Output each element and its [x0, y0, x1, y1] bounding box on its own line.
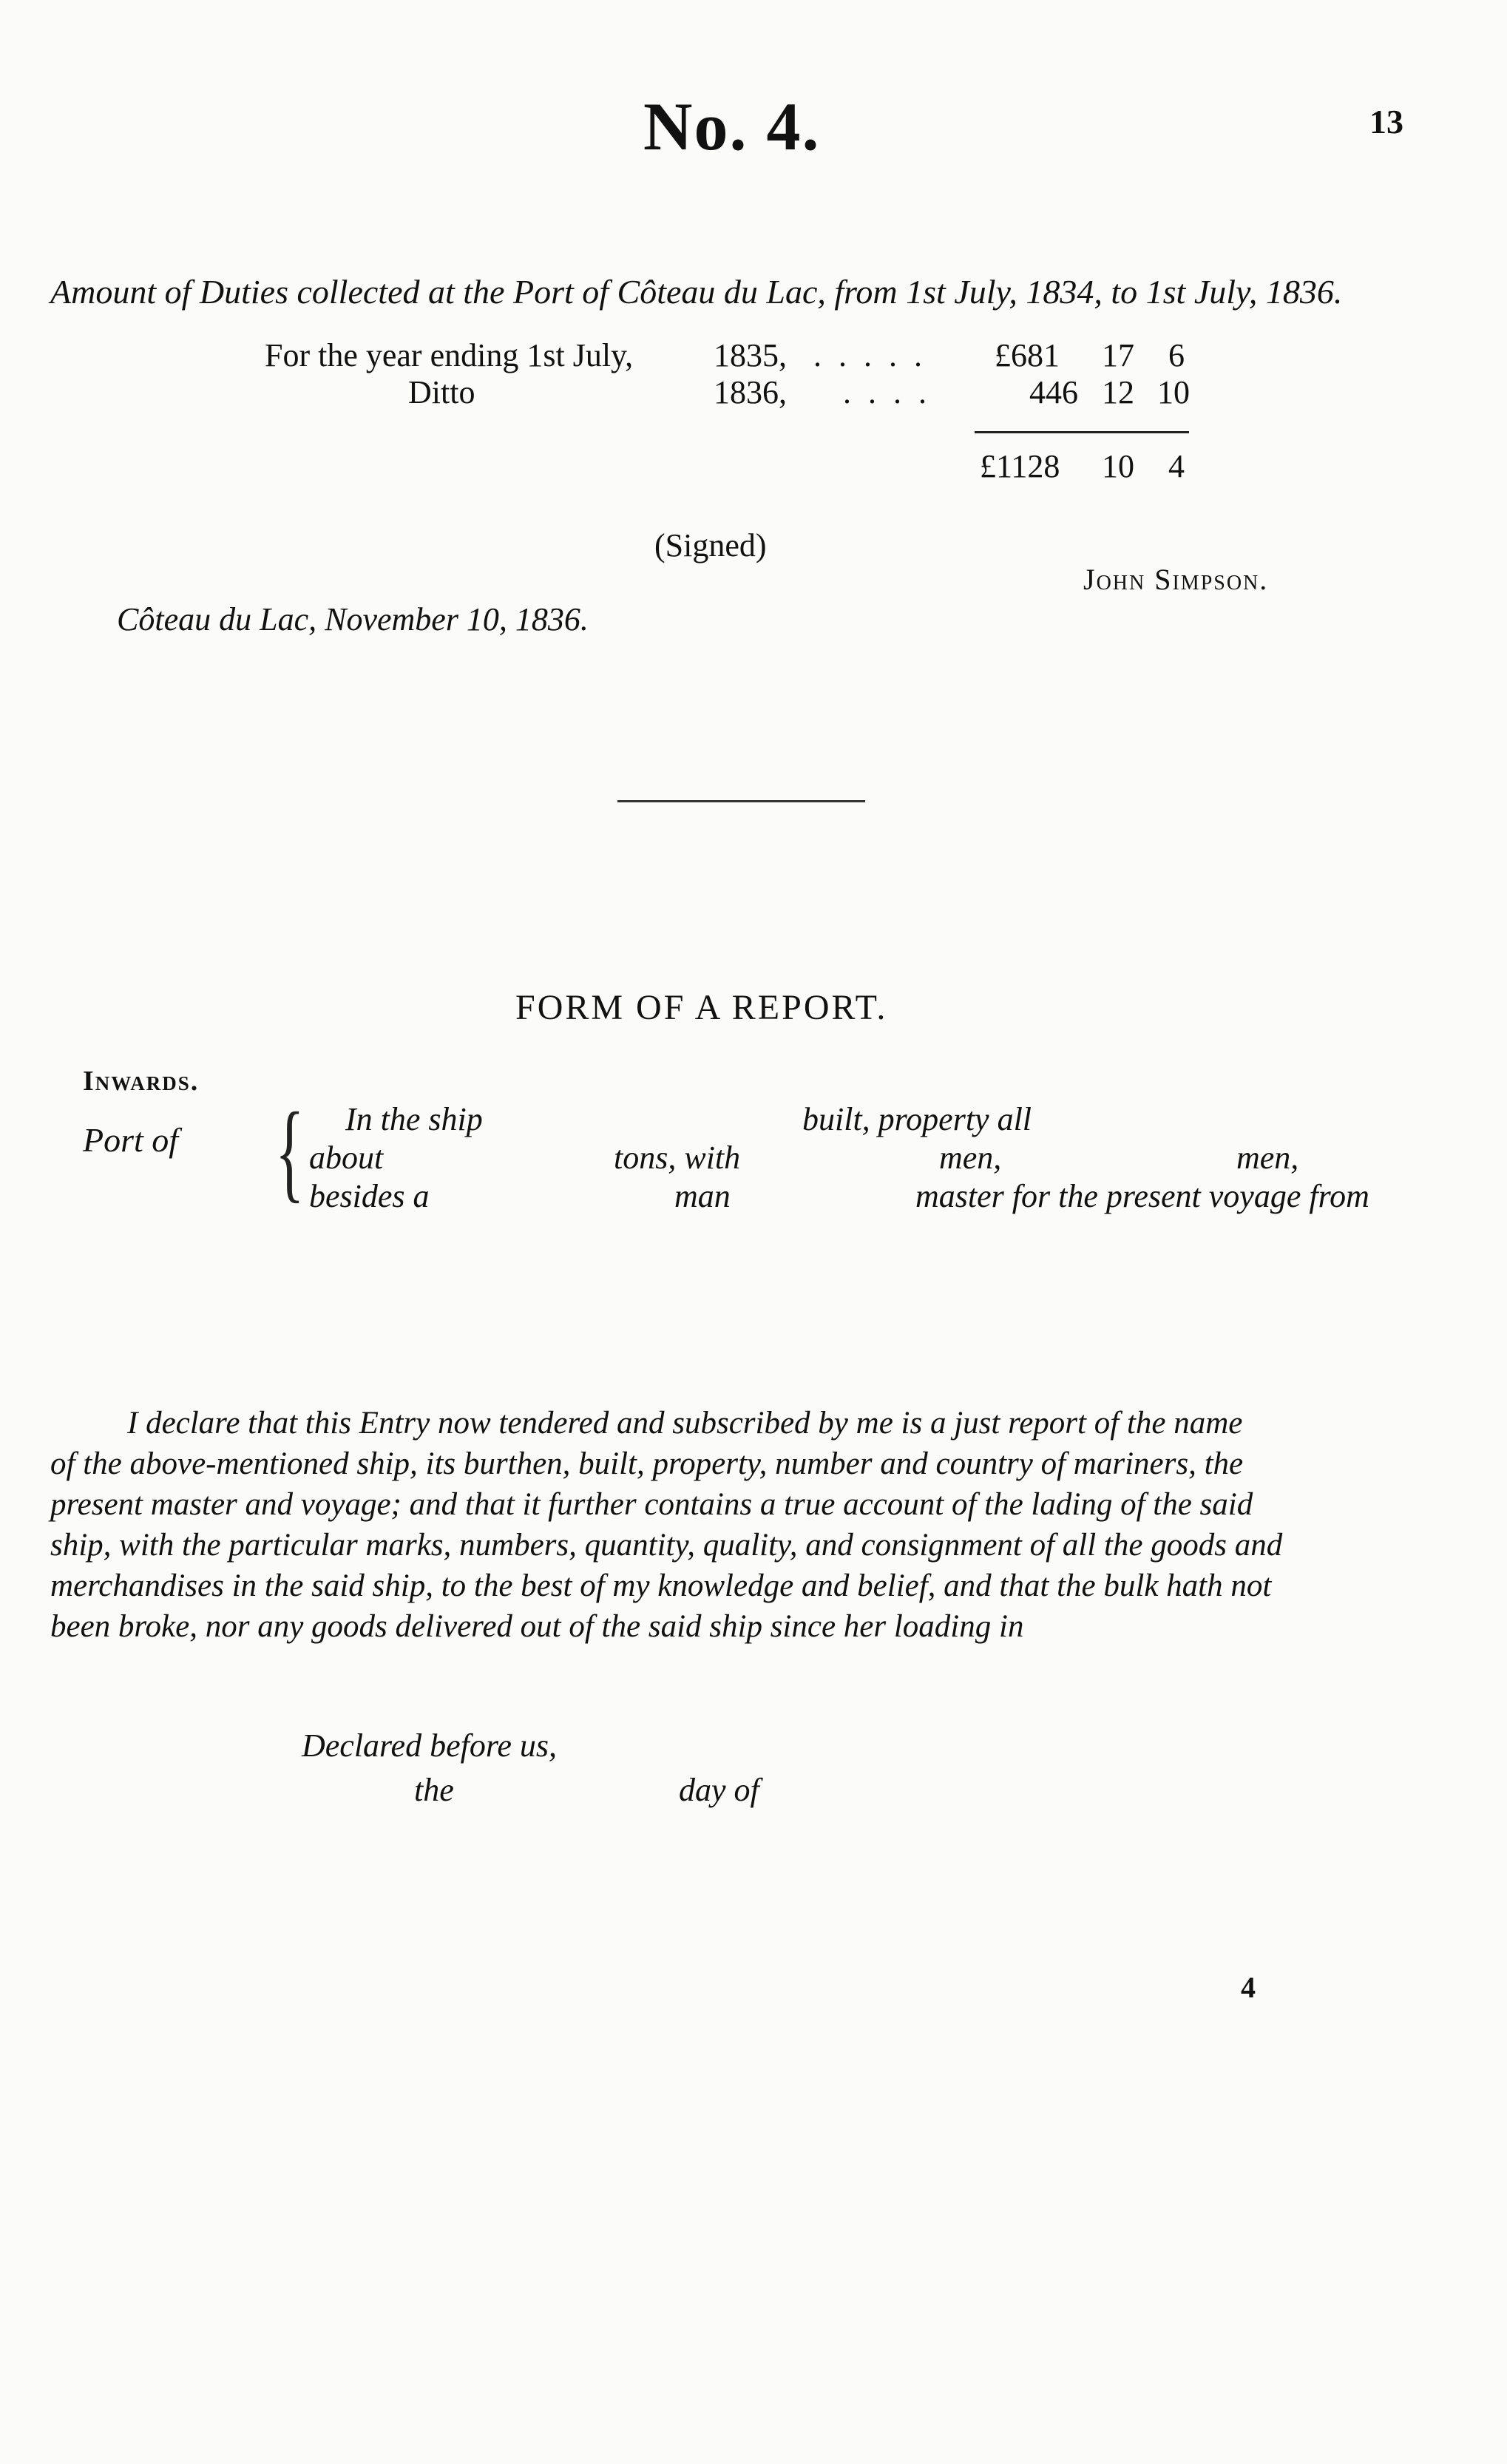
duty-row-dots: . . . . .: [813, 337, 927, 373]
brace-glyph: {: [275, 1090, 305, 1213]
duty-row-pence: 6: [1168, 337, 1185, 373]
port-of-label: Port of: [83, 1121, 179, 1159]
declaration-line: I declare that this Entry now tendered and subscribed by me is a just report of the name: [127, 1406, 1243, 1441]
total-pence: 4: [1168, 448, 1185, 484]
total-shillings: 10: [1102, 448, 1134, 484]
form-line1-b: built, property all: [802, 1101, 1032, 1137]
form-line2-c: men,: [939, 1140, 1002, 1176]
duty-row-year: 1836,: [714, 374, 787, 410]
declaration-line: been broke, nor any goods delivered out of the said ship since her loading in: [50, 1609, 1024, 1644]
form-line2-d: men,: [1236, 1140, 1299, 1176]
section-divider: [617, 800, 865, 802]
duty-row-shillings: 17: [1102, 337, 1134, 373]
form-line2-b: tons, with: [614, 1140, 741, 1176]
form-line3-c: master for the present voyage from: [915, 1178, 1369, 1214]
form-line3-a: besides a: [309, 1178, 430, 1214]
declared-before: Declared before us,: [302, 1727, 557, 1764]
page-number: 13: [1369, 103, 1403, 141]
form-line3-b: man: [674, 1178, 731, 1214]
duty-row-year: 1835,: [714, 337, 787, 373]
declaration-line: present master and voyage; and that it further contains a true account of the lading of the said: [50, 1487, 1253, 1522]
signed-label: (Signed): [654, 527, 767, 563]
form-line1-a: In the ship: [345, 1101, 483, 1137]
total-pounds: £1128: [980, 448, 1060, 484]
place-date: Côteau du Lac, November 10, 1836.: [117, 601, 589, 637]
day-of-label: day of: [679, 1772, 759, 1808]
duty-row-pence: 10: [1157, 374, 1190, 410]
duty-row-shillings: 12: [1102, 374, 1134, 410]
duty-row-pounds: 446: [1029, 374, 1078, 410]
duties-title: Amount of Duties collected at the Port of Côteau du Lac, from 1st July, 1834, to 1st July, 1836.: [50, 273, 1343, 311]
inwards-label: Inwards.: [83, 1066, 200, 1097]
declaration-line: ship, with the particular marks, numbers, quantity, quality, and consignment of all the goods and: [50, 1528, 1283, 1563]
signature-mark: 4: [1241, 1971, 1256, 2004]
form-line2-a: about: [309, 1140, 384, 1176]
duty-row-pounds: £681: [995, 337, 1060, 373]
declaration-line: of the above-mentioned ship, its burthen, built, property, number and country of mariners, the: [50, 1446, 1244, 1481]
the-label: the: [414, 1772, 454, 1808]
document-heading: No. 4.: [643, 89, 821, 164]
duty-row-label: For the year ending 1st July,: [265, 337, 634, 373]
declaration-line: merchandises in the said ship, to the best of my knowledge and belief, and that the bulk hath not: [50, 1568, 1272, 1603]
signer-name: John Simpson.: [1083, 563, 1269, 596]
duty-row-label: Ditto: [408, 374, 475, 410]
duty-row-dots: . . . .: [843, 374, 931, 410]
form-title: FORM OF A REPORT.: [515, 988, 888, 1027]
total-rule: [975, 431, 1189, 433]
